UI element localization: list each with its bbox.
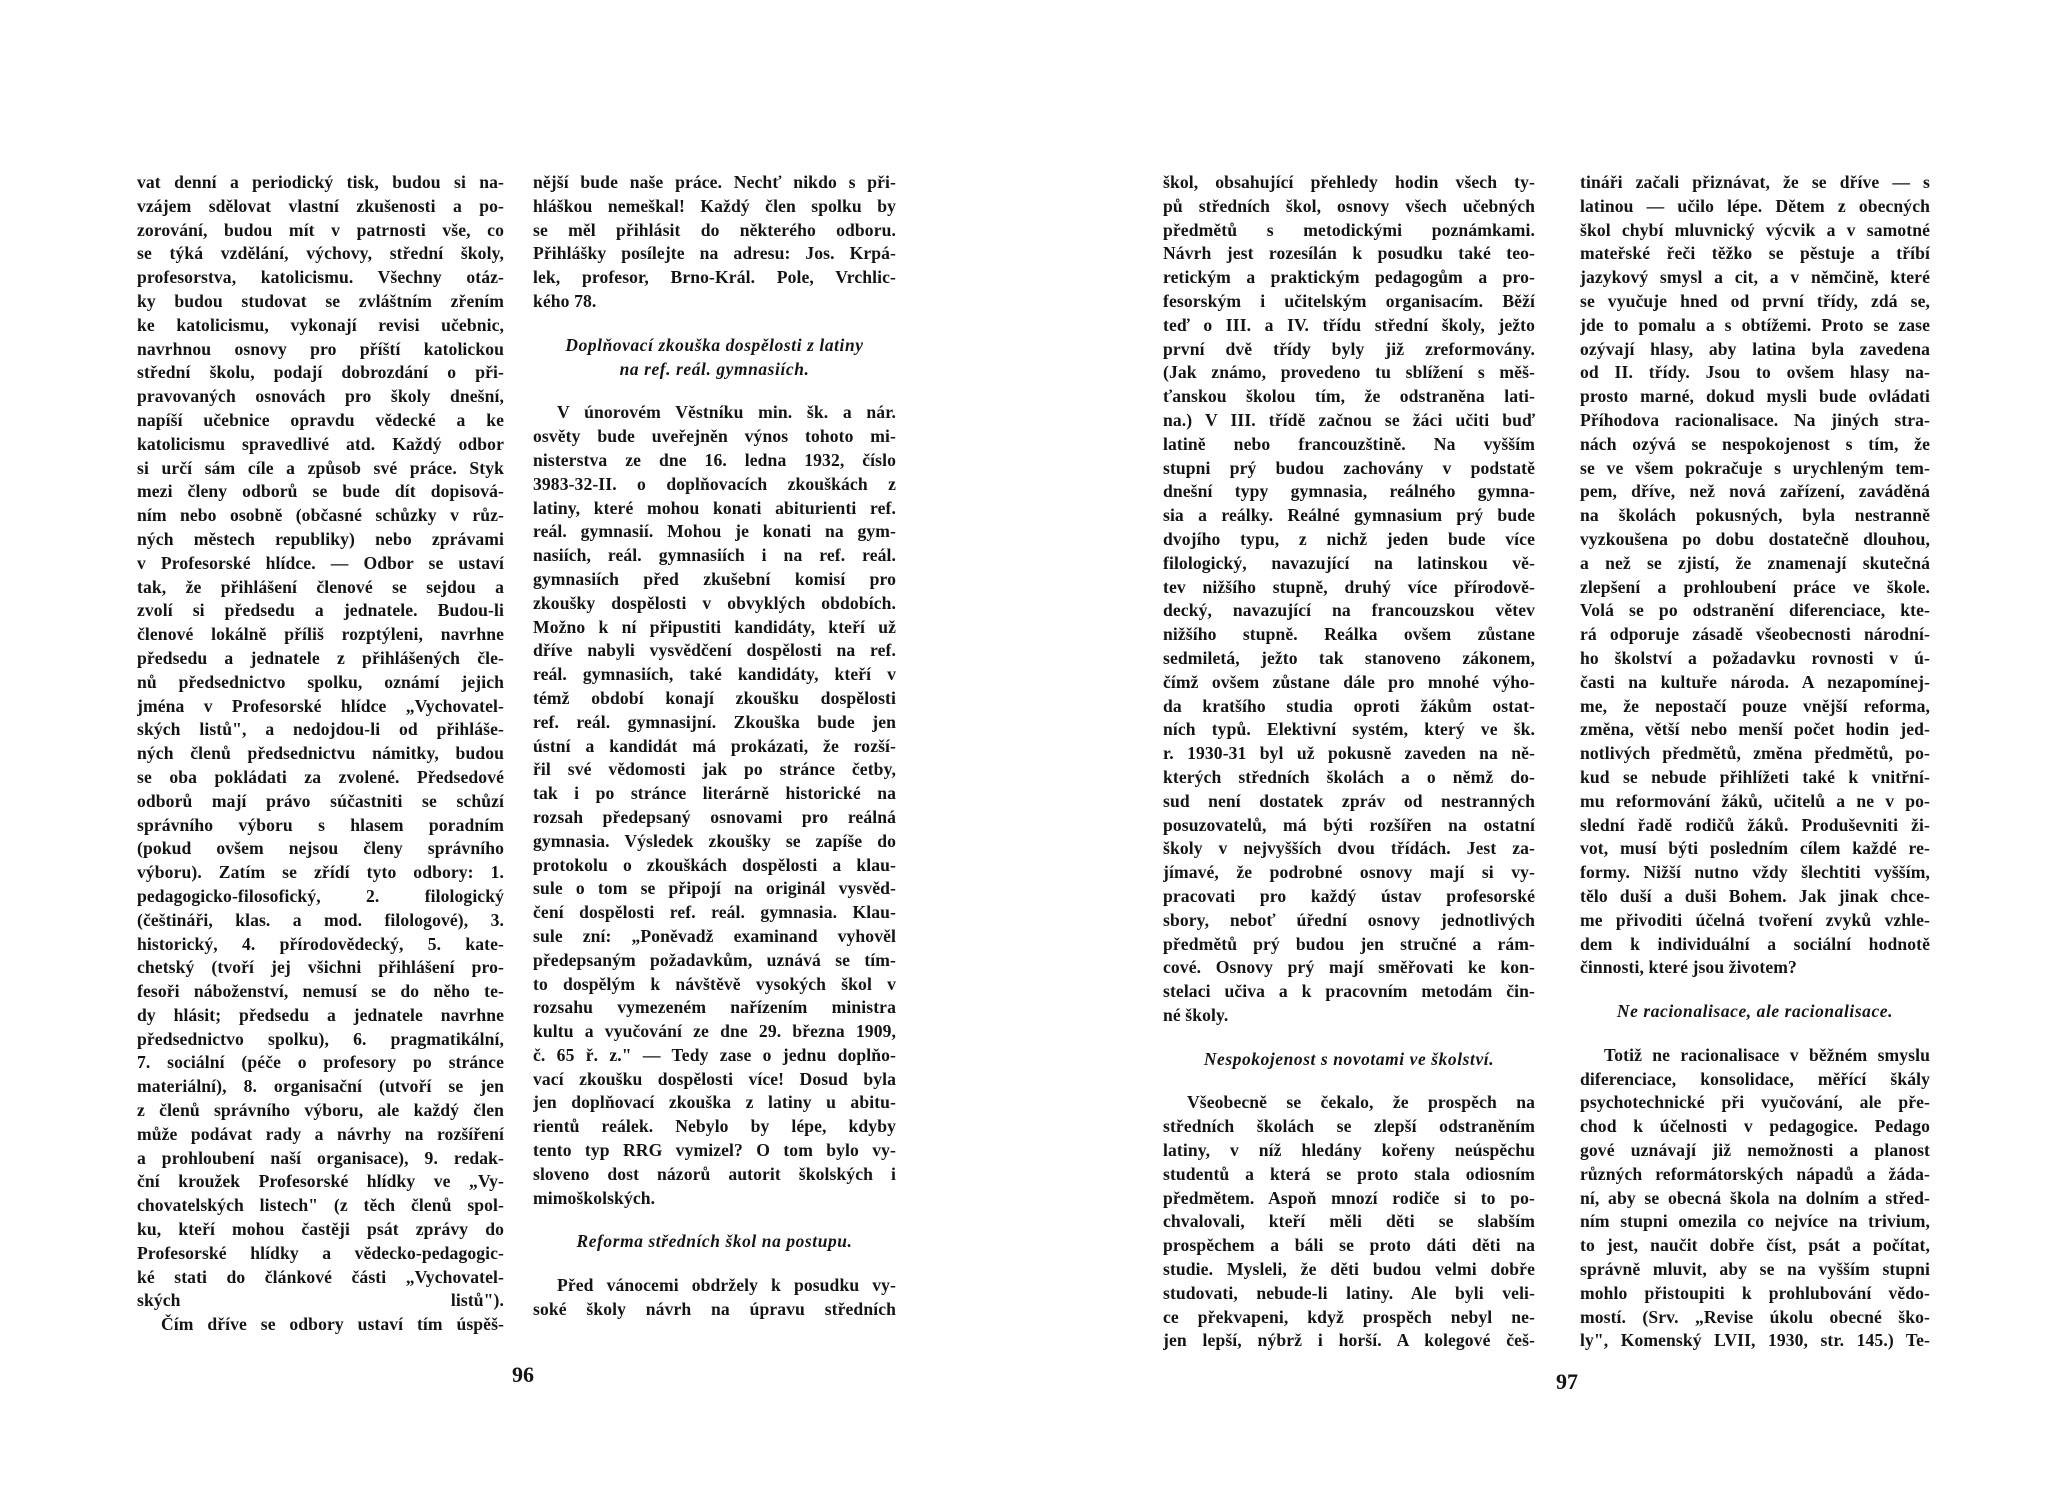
text-line: předsedu a jednatele z přihlášených čle- xyxy=(137,647,504,668)
text-line: tev nižšího stupně, druhý více přírodově- xyxy=(1163,576,1535,597)
text-line: předepsaným požadavkům, uznává se tím- xyxy=(533,949,896,970)
text-line: různých reformátorských nápadů a žáda- xyxy=(1580,1163,1930,1184)
text-line: filologický, navazující na latinskou vě- xyxy=(1163,552,1535,573)
section-heading xyxy=(1580,1000,1930,1024)
text-line: nisterstva ze dne 16. ledna 1932, číslo xyxy=(533,449,896,470)
text-line: dy hlásit; předsedu a jednatele navrhne xyxy=(137,1004,504,1025)
text-line: latinou — učilo lépe. Dětem z obecných xyxy=(1580,195,1930,216)
text-line: kud se nebude přihlížeti také k vnitřní- xyxy=(1580,766,1930,787)
text-line: ce překvapeni, když prospěch nebyl ne- xyxy=(1163,1306,1535,1327)
text-line: prospěchem a báli se proto dáti děti na xyxy=(1163,1235,1535,1256)
text-line: kterých středních školách a o němž do- xyxy=(1163,766,1535,787)
text-line: č. 65 ř. z." — Tedy zase o jednu doplňo- xyxy=(533,1044,896,1065)
text-line: sloveno dost názorů autorit školských i xyxy=(533,1163,896,1184)
text-line: katolicismu spravedlivé atd. Každý odbor xyxy=(137,433,504,454)
paragraph xyxy=(1580,1044,1930,1353)
text-line: pravovaných osnovách pro školy dnešní, xyxy=(137,386,504,407)
text-line: ním stupni omezila co nejvíce na trivium, xyxy=(1580,1211,1930,1232)
text-line: čení dospělosti ref. reál. gymnasia. Klau- xyxy=(533,902,896,923)
text-line: jímavé, že podrobné osnovy mají si vy- xyxy=(1163,862,1535,883)
text-line: ních typů. Elektivní systém, který ve šk. xyxy=(1163,719,1535,740)
text-line: předsednictvo spolku), 6. pragmatikální, xyxy=(137,1028,504,1049)
text-line: chod k účelnosti v pedagogice. Pedago xyxy=(1580,1116,1930,1137)
text-line: pů středních škol, osnovy všech učebných xyxy=(1163,195,1535,216)
text-line: zlepšení a prohloubení práce ve škole. xyxy=(1580,576,1930,597)
text-line: nižšího stupně. Reálka ovšem zůstane xyxy=(1163,624,1535,645)
text-line: mezi členy odborů se bude dít dopisová- xyxy=(137,481,504,502)
text-column xyxy=(137,171,504,1337)
text-line: se vyučuje hned od první třídy, zdá se, xyxy=(1580,290,1930,311)
text-line: sedmiletá, ježto tak stanoveno zákonem, xyxy=(1163,647,1535,668)
text-line: osvěty bude uveřejněn výnos tohoto mi- xyxy=(533,426,896,447)
text-line: (Jak známo, provedeno tu sblížení s měš- xyxy=(1163,362,1535,383)
text-line: to jest, naučit dobře číst, psát a počítat, xyxy=(1580,1235,1930,1256)
text-line: zorování, budou mít v patrnosti vše, co xyxy=(137,219,504,240)
text-line: časti na kultuře národa. A nezapomínej- xyxy=(1580,671,1930,692)
text-line: rá odporuje zásadě všeobecnosti národní- xyxy=(1580,624,1930,645)
text-line: chetský (tvoří jej všichni přihlášení pro- xyxy=(137,957,504,978)
text-line: ských listů", a nedojdou-li od přihláše- xyxy=(137,719,504,740)
text-line: teď o III. a IV. třídu střední školy, ježto xyxy=(1163,314,1535,335)
paragraph xyxy=(533,401,896,1210)
text-line: Profesorské hlídky a vědecko-pedagogic- xyxy=(137,1242,504,1263)
text-line: tento typ RRG vymizel? O tom bylo vy- xyxy=(533,1140,896,1161)
text-line: slední řadě rodičů žáků. Produševniti ži- xyxy=(1580,814,1930,835)
text-line: r. 1930-31 byl už pokusně zaveden na ně- xyxy=(1163,743,1535,764)
section-heading xyxy=(533,1230,896,1254)
text-line: gové uznávají již nemožnosti a planost xyxy=(1580,1140,1930,1161)
text-line: tináři začali přiznávat, že se dříve — s xyxy=(1580,172,1930,192)
text-line: předmětem. Aspoň mnozí rodiče si to po- xyxy=(1163,1187,1535,1208)
text-line: nů předsednictvo spolku, oznámí jejich xyxy=(137,671,504,692)
text-line: mu reformování žáků, učitelů a ne v po- xyxy=(1580,790,1930,811)
text-line: ref. reál. gymnasijní. Zkouška bude jen xyxy=(533,711,896,732)
text-line: vot, musí býti posledním cílem každé re- xyxy=(1580,838,1930,859)
text-line: fesorským i učitelským organisacím. Běží xyxy=(1163,290,1535,311)
text-line: (češtináři, klas. a mod. filologové), 3. xyxy=(137,909,504,930)
text-line: navrhnou osnovy pro příští katolickou xyxy=(137,338,504,359)
text-line: jen doplňovací zkouška z latiny u abitu- xyxy=(533,1092,896,1113)
text-line: studie. Mysleli, že děti budou velmi dobře xyxy=(1163,1259,1535,1280)
text-line: mostí. (Srv. „Revise úkolu obecné ško- xyxy=(1580,1306,1930,1327)
text-line: pracovati pro každý ústav profesorské xyxy=(1163,885,1535,906)
text-line: stelaci učiva a k pracovním metodám čin- xyxy=(1163,981,1535,1002)
text-line: latině nebo francouzštině. Na vyšším xyxy=(1163,433,1535,454)
text-line: ním nebo osobně (občasné schůzky v růz- xyxy=(137,505,504,526)
text-line: protokolu o zkouškách dospělosti a klau- xyxy=(533,854,896,875)
text-line: vyzkoušena po dobu dostatečně dlouhou, xyxy=(1580,528,1930,549)
text-column xyxy=(1580,171,1930,1353)
text-line: mimoškolských. xyxy=(533,1187,656,1208)
paragraph xyxy=(1163,171,1535,1028)
text-line: témž období konají zkoušku dospělosti xyxy=(533,687,896,708)
text-line: Návrh jest rozesílán k posudku také teo- xyxy=(1163,243,1535,264)
heading-line: Ne racionalisace, ale racionalisace. xyxy=(1616,1001,1894,1022)
text-line: né školy. xyxy=(1163,1004,1229,1025)
text-line: ných členů předsednictvu námitky, budou xyxy=(137,743,504,764)
paragraph xyxy=(137,171,504,1313)
paragraph xyxy=(533,1274,896,1322)
text-line: me, že nepostačí pouze vnější reforma, xyxy=(1580,695,1930,716)
text-line: tělo duší a duši Bohem. Jak jinak chce- xyxy=(1580,885,1930,906)
text-line: se ve všem pokračuje s urychleným tem- xyxy=(1580,457,1930,478)
text-line: jde to pomalu a s obtížemi. Proto se zase xyxy=(1580,314,1930,335)
text-line: ku, kteří mohou častěji psát zprávy do xyxy=(137,1219,504,1240)
section-heading xyxy=(1163,1048,1535,1072)
text-line: Všeobecně se čekalo, že prospěch na xyxy=(1187,1092,1535,1113)
text-line: pedagogicko-filosofický, 2. filologický xyxy=(137,885,504,906)
text-line: kého 78. xyxy=(533,290,597,311)
text-line: na školách pokusných, byla nestranně xyxy=(1580,505,1930,526)
text-line: rozsahu vymezeném nařízením ministra xyxy=(533,997,896,1018)
text-line: mohlo přistoupiti k prohlubování vědo- xyxy=(1580,1282,1930,1303)
text-line: Možno k ní připustiti kandidáty, kteří už xyxy=(533,616,896,637)
text-line: školy v nejvyšších dvou třídách. Jest za- xyxy=(1163,838,1535,859)
text-line: odborů mají právo súčastniti se schůzí xyxy=(137,790,504,811)
text-line: ké stati do článkové části „Vychovatel- xyxy=(137,1266,504,1287)
text-line: (pokud ovšem nejsou členy správního xyxy=(137,838,504,859)
text-line: se měl přihlásit do některého odboru. xyxy=(533,219,896,240)
text-line: materiální), 8. organisační (utvoří se jen xyxy=(137,1076,504,1097)
text-line: jen lepší, nýbrž i horší. A kolegové češ- xyxy=(1163,1330,1535,1351)
text-line: prosto marné, dokud mysli bude ovládati xyxy=(1580,386,1930,407)
text-line: diferenciace, konsolidace, měřící škály xyxy=(1580,1068,1930,1089)
text-line: členové lokálně příliš rozptýleni, navrhne xyxy=(137,624,504,645)
text-line: profesorstva, katolicismu. Všechny otáz- xyxy=(137,267,504,288)
text-line: tak i po stránce literárně historické na xyxy=(533,783,896,804)
text-line: decký, navazující na francouzskou větev xyxy=(1163,600,1535,621)
text-line: gymnasia. Výsledek zkoušky se zapíše do xyxy=(533,830,896,851)
text-line: škol chybí mluvnický výcvik a v samotné xyxy=(1580,219,1930,240)
text-line: historický, 4. přírodovědecký, 5. kate- xyxy=(137,933,504,954)
text-line: napíší učebnice opravdu vědecké a ke xyxy=(137,409,504,430)
text-line: Přihlášky posílejte na adresu: Jos. Krpá- xyxy=(533,243,896,264)
paragraph xyxy=(137,1313,504,1337)
text-line: jazykový smysl a cit, a v němčině, které xyxy=(1580,267,1930,288)
text-line: soké školy návrh na úpravu středních xyxy=(533,1299,896,1320)
text-line: výboru). Zatím se zřídí tyto odbory: 1. xyxy=(137,862,504,883)
text-line: se týká vzdělání, výchovy, střední školy, xyxy=(137,243,504,264)
text-line: Volá se po odstranění diferenciace, kte- xyxy=(1580,600,1930,621)
heading-line: Nespokojenost s novotami ve školství. xyxy=(1203,1048,1495,1069)
text-line: správně mluvit, aby se na vyšším stupni xyxy=(1580,1259,1930,1280)
text-line: lek, profesor, Brno-Král. Pole, Vrchlic- xyxy=(533,267,896,288)
text-line: sbory, neboť úřední osnovy jednotlivých xyxy=(1163,909,1535,930)
text-line: ky budou studovat se zvláštním zřením xyxy=(137,290,504,311)
text-line: středních školách se zlepší odstraněním xyxy=(1163,1116,1535,1137)
text-line: nější bude naše práce. Nechť nikdo s při- xyxy=(533,172,896,192)
text-line: latiny, které mohou konati abiturienti ref. xyxy=(533,497,896,518)
text-line: studentů a která se proto stala odiosním xyxy=(1163,1163,1535,1184)
text-line: gymnasiích před zkušební komisí pro xyxy=(533,568,896,589)
text-line: ní, aby se obecná škola na dolním a střed- xyxy=(1580,1187,1930,1208)
page-number: 96 xyxy=(512,1362,534,1387)
heading-line: na ref. reál. gymnasiích. xyxy=(619,358,810,379)
text-line: nách ozývá se nespokojenost s tím, že xyxy=(1580,433,1930,454)
page-97 xyxy=(1032,0,2064,1500)
section-heading xyxy=(533,334,896,382)
text-line: latiny, v níž hledány kořeny neúspěchu xyxy=(1163,1140,1535,1161)
text-line: změna, větší nebo menší počet hodin jed- xyxy=(1580,719,1930,740)
text-line: ských listů"). xyxy=(137,1290,504,1311)
text-line: zkoušky dospělosti v obvyklých obdobích. xyxy=(533,592,896,613)
text-line: Před vánocemi obdržely k posudku vy- xyxy=(557,1275,896,1296)
text-line: a prohloubení naší organisace), 9. redak- xyxy=(137,1147,504,1168)
text-line: studovati, nebude-li latiny. Ale byli veli- xyxy=(1163,1282,1535,1303)
text-line: vat denní a periodický tisk, budou si na- xyxy=(137,172,504,192)
text-line: čímž ovšem zůstane dále pro mnohé výho- xyxy=(1163,671,1535,692)
text-line: řil své vědomosti jak po stránce četby, xyxy=(533,759,896,780)
text-line: v Profesorské hlídce. — Odbor se ustaví xyxy=(137,552,504,573)
text-line: sule zní: „Poněvadž examinand vyhověl xyxy=(533,925,896,946)
heading-line: Reforma středních škol na postupu. xyxy=(576,1231,853,1252)
text-line: ústní a kandidát má prokázati, že rozší- xyxy=(533,735,896,756)
text-line: ťanskou školou tím, že odstraněna lati- xyxy=(1163,386,1535,407)
text-line: retickým a praktickým pedagogům a pro- xyxy=(1163,267,1535,288)
text-line: kultu a vyučování ze dne 29. března 1909, xyxy=(533,1021,896,1042)
text-line: z členů správního výboru, ale každý člen xyxy=(137,1100,504,1121)
text-line: první dvě třídy byly již zreformovány. xyxy=(1163,338,1535,359)
text-line: a než se zjistí, že znamenají skutečná xyxy=(1580,552,1930,573)
text-line: me přivoditi účelná tvoření zvyků vzhle- xyxy=(1580,909,1930,930)
text-line: správního výboru s hlasem poradním xyxy=(137,814,504,835)
text-line: Totiž ne racionalisace v běžném smyslu xyxy=(1604,1044,1930,1065)
text-line: rientů reálek. Nebylo by lépe, kdyby xyxy=(533,1116,896,1137)
text-line: chvalovali, kteří měli děti se slabším xyxy=(1163,1211,1535,1232)
text-line: sud není dostatek zpráv od nestranných xyxy=(1163,790,1535,811)
text-line: Příhodova racionalisace. Na jiných stra- xyxy=(1580,409,1930,430)
text-line: chovatelských listech" (z těch členů spol- xyxy=(137,1195,504,1216)
text-line: to dospělým k návštěvě vysokých škol v xyxy=(533,973,896,994)
text-line: posuzovatelů, má býti rozšířen na ostatní xyxy=(1163,814,1535,835)
text-line: Čím dříve se odbory ustaví tím úspěš- xyxy=(161,1314,504,1335)
text-line: vací zkoušku dospělosti více! Dosud byla xyxy=(533,1068,896,1089)
text-line: škol, obsahující přehledy hodin všech ty- xyxy=(1163,172,1535,192)
text-line: 7. sociální (péče o profesory po stránce xyxy=(137,1052,504,1073)
text-line: sia a reálky. Reálné gymnasium prý bude xyxy=(1163,505,1535,526)
text-line: pem, dříve, než nová zařízení, zaváděná xyxy=(1580,481,1930,502)
text-line: může podávat rady a návrhy na rozšíření xyxy=(137,1123,504,1144)
text-line: od II. třídy. Jsou to ovšem hlasy na- xyxy=(1580,362,1930,383)
paragraph xyxy=(1163,1091,1535,1353)
text-line: předmětů prý budou jen stručné a rám- xyxy=(1163,933,1535,954)
text-line: jména v Profesorské hlídce „Vychovatel- xyxy=(137,695,504,716)
text-line: zvolí si předsedu a jednatele. Budou-li xyxy=(137,600,504,621)
text-line: se oba pokládati za zvolené. Předsedové xyxy=(137,766,504,787)
text-line: vzájem sdělovat vlastní zkušenosti a po- xyxy=(137,195,504,216)
text-line: formy. Nižší nutno vždy šlechtiti vyšším, xyxy=(1580,862,1930,883)
text-line: rozsah předepsaný osnovami pro reálná xyxy=(533,806,896,827)
text-line: ly", Komenský LVII, 1930, str. 145.) Te- xyxy=(1580,1330,1930,1351)
text-line: V únorovém Věstníku min. šk. a nár. xyxy=(557,402,896,423)
text-line: činnosti, které jsou životem? xyxy=(1580,957,1797,978)
text-line: mateřské řeči těžko se pěstuje a tříbí xyxy=(1580,243,1930,264)
text-column xyxy=(533,171,896,1322)
text-line: reál. gymnasií. Mohou je konati na gym- xyxy=(533,521,896,542)
text-line: ozývají hlasy, aby latina byla zavedena xyxy=(1580,338,1930,359)
text-line: dnešní typy gymnasia, reálného gymna- xyxy=(1163,481,1535,502)
text-line: předmětů s metodickými poznámkami. xyxy=(1163,219,1535,240)
text-line: ných městech republiky) nebo zprávami xyxy=(137,528,504,549)
text-line: notlivých předmětů, změna předmětů, po- xyxy=(1580,743,1930,764)
paragraph xyxy=(533,171,896,314)
text-line: ční kroužek Profesorské hlídky ve „Vy- xyxy=(137,1171,504,1192)
text-line: 3983-32-II. o doplňovacích zkouškách z xyxy=(533,473,896,494)
text-line: tak, že přihlášení členové se sejdou a xyxy=(137,576,504,597)
text-line: ho školství a požadavku rovnosti v ú- xyxy=(1580,647,1930,668)
paragraph xyxy=(1580,171,1930,980)
text-line: dříve nabyli vysvědčení dospělosti na ref. xyxy=(533,640,896,661)
heading-line: Doplňovací zkouška dospělosti z latiny xyxy=(565,334,864,355)
text-line: ke katolicismu, vykonají revisi učebnic, xyxy=(137,314,504,335)
text-line: fesoři náboženství, nemusí se do něho te- xyxy=(137,981,504,1002)
text-line: nasiích, reál. gymnasiích i na ref. reál. xyxy=(533,545,896,566)
text-line: hláškou nemeškal! Každý člen spolku by xyxy=(533,195,896,216)
text-line: sule o tom se připojí na originál vysvěd- xyxy=(533,878,896,899)
text-line: reál. gymnasiích, také kandidáty, kteří v xyxy=(533,664,896,685)
text-line: si určí sám cíle a způsob své práce. Styk xyxy=(137,457,504,478)
text-column xyxy=(1163,171,1535,1353)
text-line: dem k individuální a sociální hodnotě xyxy=(1580,933,1930,954)
text-line: stupni prý budou zachovány v podstatě xyxy=(1163,457,1535,478)
text-line: cové. Osnovy prý mají směřovati ke kon- xyxy=(1163,957,1535,978)
text-line: střední školu, podají dobrozdání o při- xyxy=(137,362,504,383)
page-number: 97 xyxy=(1556,1369,1578,1394)
text-line: na.) V III. třídě začnou se žáci učiti buď xyxy=(1163,409,1535,430)
text-line: da kratšího studia oproti žákům ostat- xyxy=(1163,695,1535,716)
text-line: psychotechnické při vyučování, ale pře- xyxy=(1580,1092,1930,1113)
text-line: dvojího typu, z nichž jeden bude více xyxy=(1163,528,1535,549)
